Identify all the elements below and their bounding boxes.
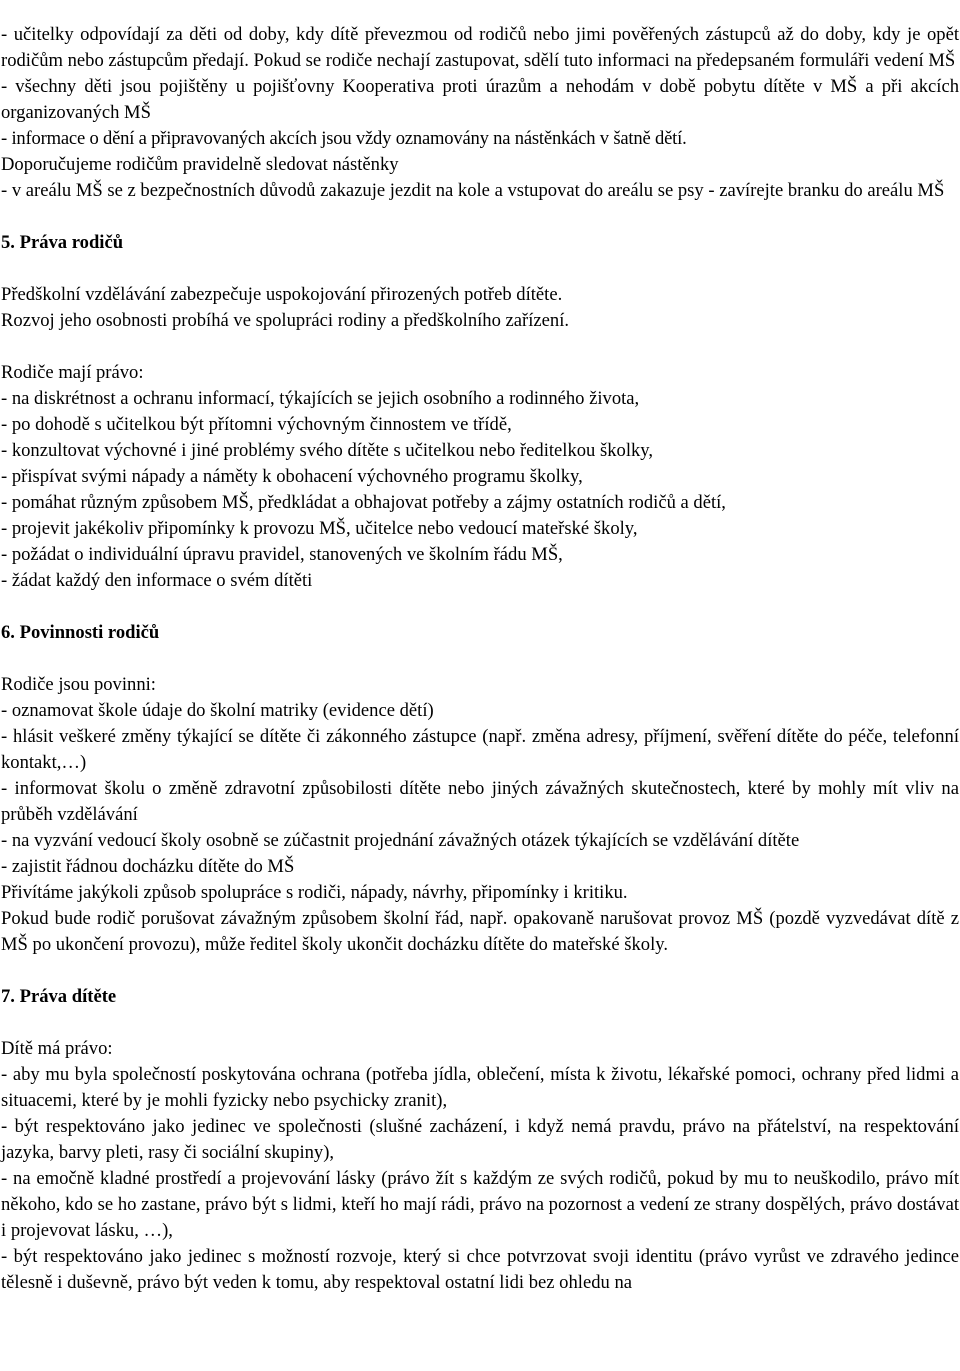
list-item: - konzultovat výchovné i jiné problémy svého dítěte s učitelkou nebo ředitelkou školky,	[1, 440, 654, 461]
list-item: - zajistit řádnou docházku dítěte do MŠ	[1, 856, 295, 877]
list-item: - projevit jakékoliv připomínky k provozu MŠ, učitelce nebo vedoucí mateřské školy,	[1, 518, 638, 539]
section-heading-povinnosti-rodicu: 6. Povinnosti rodičů	[1, 622, 160, 643]
section7-list-intro: Dítě má právo:	[1, 1038, 113, 1059]
intro-paragraph: - v areálu MŠ se z bezpečnostních důvodů zakazuje jezdit na kole a vstupovat do areálu se psy - zavírejte branku do areálu MŠ	[1, 180, 945, 201]
list-item: - přispívat svými nápady a náměty k obohacení výchovného programu školky,	[1, 466, 583, 487]
intro-paragraph: - informace o dění a připravovaných akcích jsou vždy oznamovány na nástěnkách v šatně dětí.	[1, 128, 687, 149]
list-item: - aby mu byla společností poskytována ochrana (potřeba jídla, oblečení, místa k životu, lékařské pomoci, ochrany před lidmi a situacemi, které by je mohli fyzicky nebo psychicky zranit),	[1, 1064, 959, 1111]
list-item: - být respektováno jako jedinec s možností rozvoje, který si chce potvrzovat svoji identitu (právo vyrůst ve zdravého jedince tělesně i duševně, právo být veden k tomu, aby respektoval ostatní lidi bez ohledu na	[1, 1246, 959, 1293]
list-item: - žádat každý den informace o svém dítěti	[1, 570, 313, 591]
list-item: - na diskrétnost a ochranu informací, týkajících se jejich osobního a rodinného života,	[1, 388, 640, 409]
list-item: - požádat o individuální úpravu pravidel, stanovených ve školním řádu MŠ,	[1, 544, 563, 565]
list-item: - být respektováno jako jedinec ve společnosti (slušné zacházení, i když nemá pravdu, právo na přátelství, na respektování jazyka, barvy pleti, rasy či sociální skupiny),	[1, 1116, 959, 1163]
section-heading-prava-ditete: 7. Práva dítěte	[1, 986, 117, 1007]
section5-paragraph: Předškolní vzdělávání zabezpečuje uspokojování přirozených potřeb dítěte.	[1, 284, 563, 305]
closing-paragraph: Pokud bude rodič porušovat závažným způsobem školní řád, např. opakovaně narušovat provoz MŠ (pozdě vyzvedávat dítě z MŠ po ukončení provozu), může ředitel školy ukončit docházku dítěte do mateřské školy.	[1, 908, 959, 955]
section-heading-prava-rodicu: 5. Práva rodičů	[1, 232, 124, 253]
closing-paragraph: Přivítáme jakýkoli způsob spolupráce s rodiči, nápady, návrhy, připomínky i kritiku.	[1, 882, 628, 903]
section6-list-intro: Rodiče jsou povinni:	[1, 674, 156, 695]
document-content	[1, 22, 959, 1296]
list-item: - informovat školu o změně zdravotní způsobilosti dítěte nebo jiných závažných skutečnostech, které by mohly mít vliv na průběh vzdělávání	[1, 778, 959, 825]
section5-paragraph: Rozvoj jeho osobnosti probíhá ve spolupráci rodiny a předškolního zařízení.	[1, 310, 570, 331]
intro-paragraph: - všechny děti jsou pojištěny u pojišťovny Kooperativa proti úrazům a nehodám v době pobytu dítěte v MŠ a při akcích organizovaných MŠ	[1, 76, 959, 123]
list-item: - na vyzvání vedoucí školy osobně se zúčastnit projednání závažných otázek týkajících se vzdělávání dítěte	[1, 830, 800, 851]
section5-list-intro: Rodiče mají právo:	[1, 362, 144, 383]
list-item: - hlásit veškeré změny týkající se dítěte či zákonného zástupce (např. změna adresy, příjmení, svěření dítěte do péče, telefonní kontakt,…)	[1, 726, 959, 773]
list-item: - pomáhat různým způsobem MŠ, předkládat a obhajovat potřeby a zájmy ostatních rodičů a dětí,	[1, 492, 726, 513]
intro-paragraph: Doporučujeme rodičům pravidelně sledovat nástěnky	[1, 154, 399, 175]
list-item: - oznamovat škole údaje do školní matriky (evidence dětí)	[1, 700, 434, 721]
intro-paragraph: - učitelky odpovídají za děti od doby, kdy dítě převezmou od rodičů nebo jimi pověřených zástupců až do doby, kdy je opět rodičům nebo zástupcům předají. Pokud se rodiče nechají zastupovat, sdělí tuto informaci na předepsaném formuláři vedení MŠ	[1, 24, 959, 71]
list-item: - na emočně kladné prostředí a projevování lásky (právo žít s každým ze svých rodičů, pokud by mu to neuškodilo, právo mít někoho, kdo se ho zastane, právo být s lidmi, kteří ho mají rádi, právo na pozornost a vedení ze strany dospělých, právo dostávat i projevovat lásku, …),	[1, 1168, 959, 1241]
list-item: - po dohodě s učitelkou být přítomni výchovným činnostem ve třídě,	[1, 414, 512, 435]
